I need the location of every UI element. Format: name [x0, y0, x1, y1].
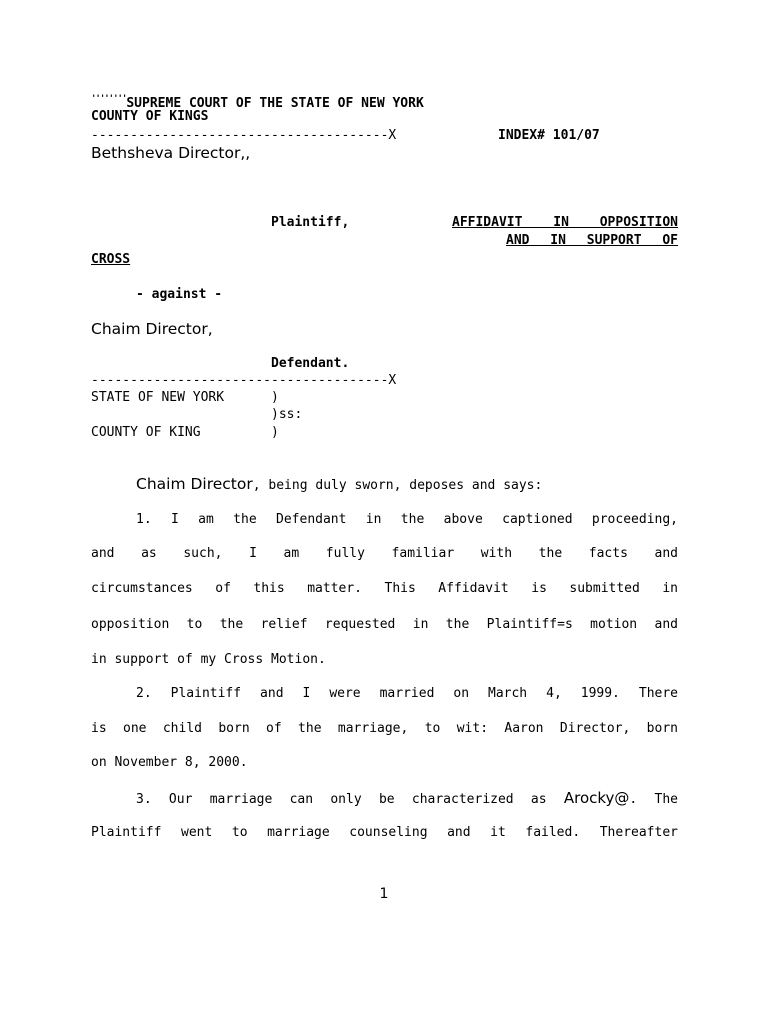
defendant-name: Chaim Director, — [91, 320, 213, 338]
paragraph-2-line-3: on November 8, 2000. — [91, 755, 248, 770]
document-title-line-1: AFFIDAVIT IN OPPOSITION — [452, 215, 678, 230]
county-heading: COUNTY OF KINGS — [91, 109, 209, 124]
plaintiff-name: Bethsheva Director,, — [91, 144, 251, 162]
leading-marks: '''''''' — [91, 94, 127, 104]
venue-state-paren: ) — [271, 390, 279, 405]
paragraph-3-line-2: Plaintiff went to marriage counseling and it failed. Thereafter — [91, 825, 678, 840]
against-label: - against - — [136, 287, 223, 302]
court-name: SUPREME COURT OF THE STATE OF NEW YORK — [126, 96, 424, 111]
paragraph-3-line-1 — [136, 789, 678, 809]
paragraph-1-line-4: opposition to the relief requested in the Plaintiff=s motion and — [91, 617, 678, 632]
document-title-line-2: AND IN SUPPORT OF — [506, 233, 678, 248]
caption-rule-bottom: --------------------------------------X — [91, 373, 397, 388]
caption-rule-top: --------------------------------------X — [91, 128, 397, 143]
venue-state: STATE OF NEW YORK — [91, 390, 225, 405]
paragraph-1-line-2: and as such, I am fully familiar with the facts and — [91, 546, 678, 561]
paragraph-3-start: 3. Our marriage can only be characterized as — [136, 792, 564, 807]
page-number: 1 — [379, 886, 389, 902]
paragraph-2-line-1: 2. Plaintiff and I were married on March 4, 1999. There — [136, 686, 678, 701]
oath-text: , being duly sworn, deposes and says: — [252, 478, 543, 493]
affiant-name: Chaim Director — [136, 475, 253, 493]
venue-county-paren: ) — [271, 425, 279, 440]
venue-ss: )ss: — [271, 407, 303, 422]
paragraph-1-line-1: 1. I am the Defendant in the above captioned proceeding, — [136, 512, 678, 527]
paragraph-2-line-2: is one child born of the marriage, to wit: Aaron Director, born — [91, 721, 678, 736]
oath-line — [136, 475, 542, 495]
paragraph-3-end: . The — [629, 792, 678, 807]
venue-county: COUNTY OF KING — [91, 425, 201, 440]
paragraph-1-line-3: circumstances of this matter. This Affidavit is submitted in — [91, 581, 678, 596]
paragraph-1-line-5: in support of my Cross Motion. — [91, 652, 326, 667]
document-title-line-3: CROSS — [91, 252, 131, 267]
paragraph-3-quote: Arocky@ — [563, 789, 630, 807]
index-number: INDEX# 101/07 — [498, 128, 600, 143]
plaintiff-role: Plaintiff, — [271, 215, 350, 230]
defendant-role: Defendant. — [271, 356, 350, 371]
